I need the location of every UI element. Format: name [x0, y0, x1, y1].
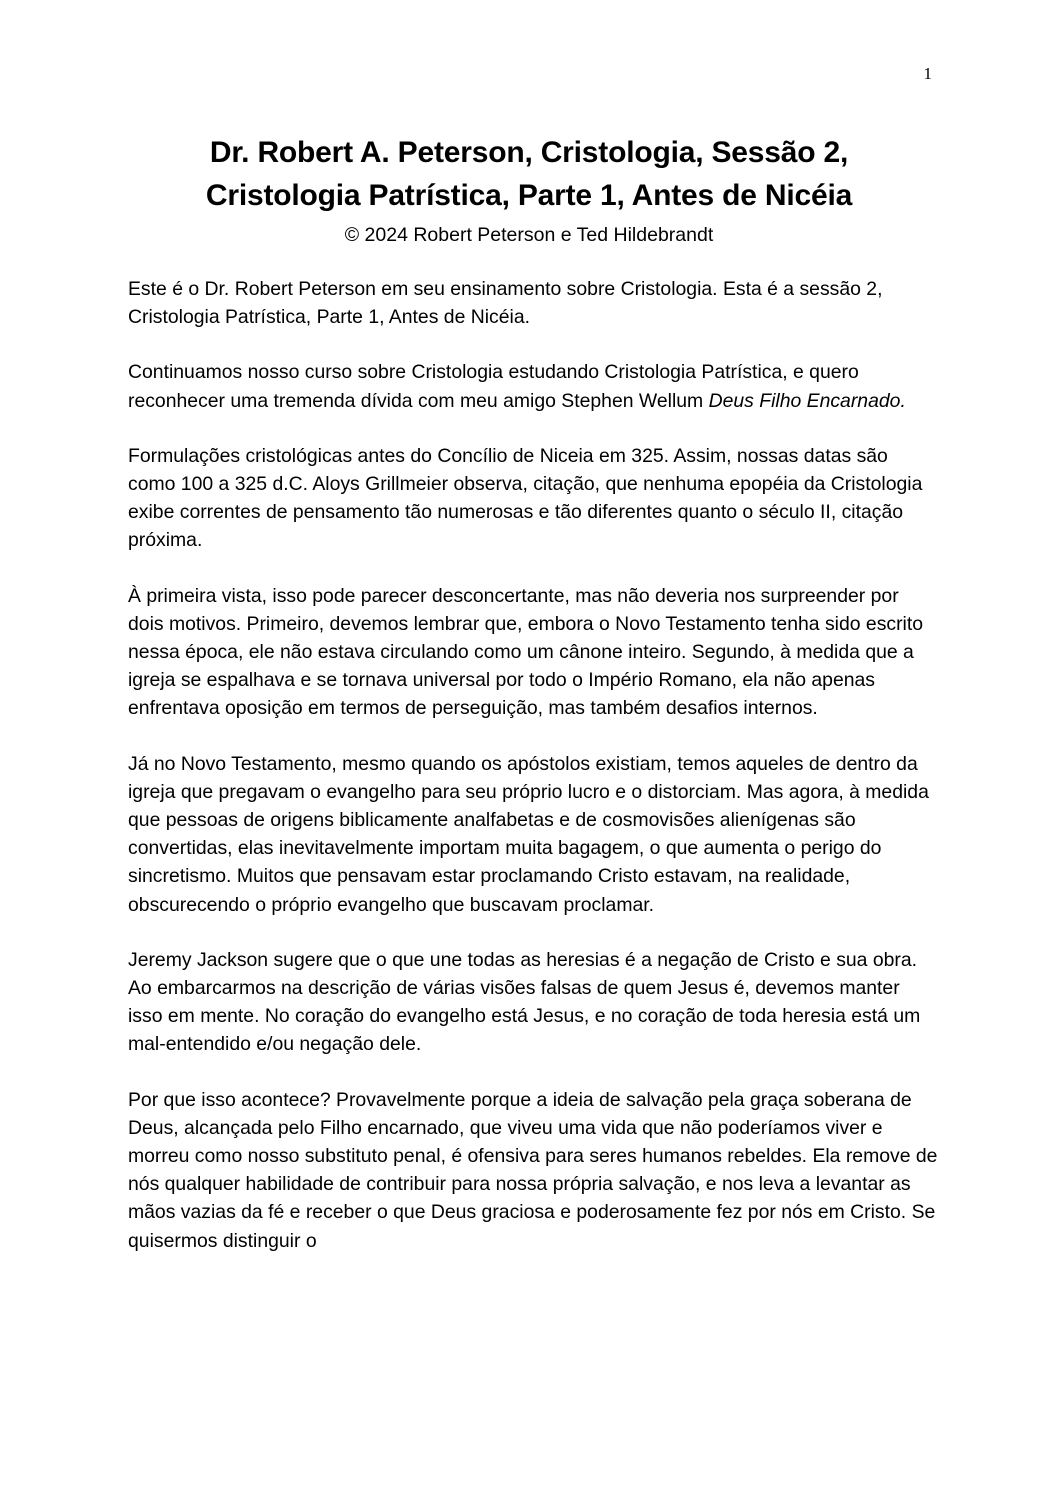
- page-number: 1: [923, 64, 932, 83]
- paragraph-1: Este é o Dr. Robert Peterson em seu ensinamento sobre Cristologia. Esta é a sessão 2, Cristologia Patrística, Parte 1, Antes de Nicéia.: [128, 278, 883, 329]
- paragraph-7: Por que isso acontece? Provavelmente porque a ideia de salvação pela graça soberana de Deus, alcançada pelo Filho encarnado, que viveu uma vida que não poderíamos viver e morreu como nosso substituto penal, é ofensiva para seres humanos rebeldes. Ela remove de nós qualquer habilidade de contribuir para nossa própria salvação, e nos leva a levantar as mãos vazias da fé e receber o que Deus graciosa e poderosamente fez por nós em Cristo. Se quisermos distinguir o: [128, 1088, 938, 1252]
- paragraph-4: À primeira vista, isso pode parecer desconcertante, mas não deveria nos surpreender por dois motivos. Primeiro, devemos lembrar que, embora o Novo Testamento tenha sido escrito nessa época, ele não estava circulando como um cânone inteiro. Segundo, à medida que a igreja se espalhava e se tornava universal por todo o Império Romano, ela não apenas enfrentava oposição em termos de perseguição, mas também desafios internos.: [128, 584, 924, 720]
- document-body: [128, 275, 938, 1282]
- book-title-italic: Deus Filho Encarnado.: [708, 389, 906, 412]
- title-line-1: Dr. Robert A. Peterson, Cristologia, Sessão 2,: [209, 136, 849, 169]
- paragraph-2: [128, 358, 938, 414]
- paragraph-3: Formulações cristológicas antes do Concílio de Niceia em 325. Assim, nossas datas são como 100 a 325 d.C. Aloys Grillmeier observa, citação, que nenhuma epopéia da Cristologia exibe correntes de pensamento tão numerosas e tão diferentes quanto o século II, citação próxima.: [128, 444, 923, 552]
- paragraph-5: Já no Novo Testamento, mesmo quando os apóstolos existiam, temos aqueles de dentro da igreja que pregavam o evangelho para seu próprio lucro e o distorciam. Mas agora, à medida que pessoas de origens biblicamente analfabetas e de cosmovisões alienígenas são convertidas, elas inevitavelmente importam muita bagagem, o que aumenta o perigo do sincretismo. Muitos que pensavam estar proclamando Cristo estavam, na realidade, obscurecendo o próprio evangelho que buscavam proclamar.: [128, 752, 929, 916]
- document-title: [100, 131, 958, 217]
- copyright-notice: © 2024 Robert Peterson e Ted Hildebrandt: [344, 224, 714, 246]
- title-line-2: Cristologia Patrística, Parte 1, Antes de Nicéia: [205, 179, 853, 212]
- paragraph-2-text: Continuamos nosso curso sobre Cristologia estudando Cristologia Patrística, e quero reconhecer uma tremenda dívida com meu amigo Stephen Wellum: [128, 361, 859, 412]
- paragraph-6: Jeremy Jackson sugere que o que une todas as heresias é a negação de Cristo e sua obra. Ao embarcarmos na descrição de várias visões falsas de quem Jesus é, devemos manter isso em mente. No coração do evangelho está Jesus, e no coração de toda heresia está um mal-entendido e/ou negação dele.: [128, 948, 921, 1056]
